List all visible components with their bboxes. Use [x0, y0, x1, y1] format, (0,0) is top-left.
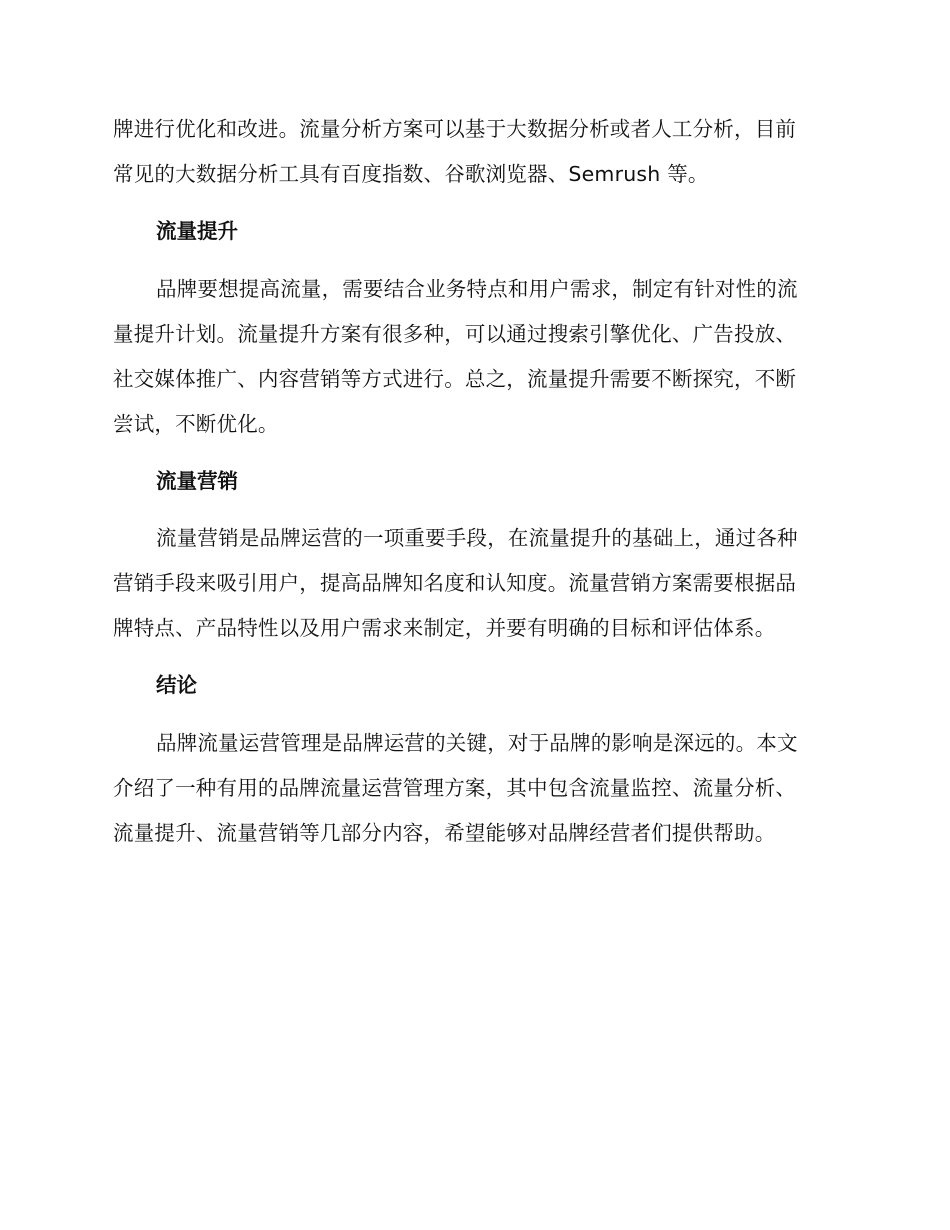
section-traffic-boost	[113, 216, 829, 246]
intro-paragraph	[113, 107, 829, 197]
paragraph-line: 量提升计划。流量提升方案有很多种，可以通过搜索引擎优化、广告投放、	[113, 322, 797, 346]
section-conclusion	[113, 670, 829, 700]
paragraph-line: 常见的大数据分析工具有百度指数、谷歌浏览器、Semrush 等。	[113, 162, 709, 186]
paragraph-line: 营销手段来吸引用户，提高品牌知名度和认知度。流量营销方案需要根据品	[113, 571, 797, 595]
paragraph-line: 流量营销是品牌运营的一项重要手段，在流量提升的基础上，通过各种	[156, 526, 798, 550]
section-heading: 结论	[156, 673, 197, 697]
paragraph-line: 尝试，不断优化。	[113, 412, 279, 436]
paragraph-line: 流量提升、流量营销等几部分内容，希望能够对品牌经营者们提供帮助。	[113, 821, 776, 845]
section-traffic-marketing	[113, 466, 829, 496]
paragraph-line: 社交媒体推广、内容营销等方式进行。总之，流量提升需要不断探究，不断	[113, 367, 797, 391]
paragraph-line: 介绍了一种有用的品牌流量运营管理方案，其中包含流量监控、流量分析、	[113, 776, 797, 800]
conclusion-paragraph	[113, 721, 829, 856]
paragraph-line: 品牌流量运营管理是品牌运营的关键，对于品牌的影响是深远的。本文	[156, 731, 798, 755]
traffic-boost-paragraph	[113, 267, 829, 447]
section-heading: 流量提升	[156, 219, 238, 243]
traffic-marketing-paragraph	[113, 516, 829, 651]
paragraph-line: 牌特点、产品特性以及用户需求来制定，并要有明确的目标和评估体系。	[113, 616, 776, 640]
paragraph-line: 牌进行优化和改进。流量分析方案可以基于大数据分析或者人工分析，目前	[113, 117, 797, 141]
paragraph-line: 品牌要想提高流量，需要结合业务特点和用户需求，制定有针对性的流	[156, 277, 798, 301]
section-heading: 流量营销	[156, 469, 238, 493]
